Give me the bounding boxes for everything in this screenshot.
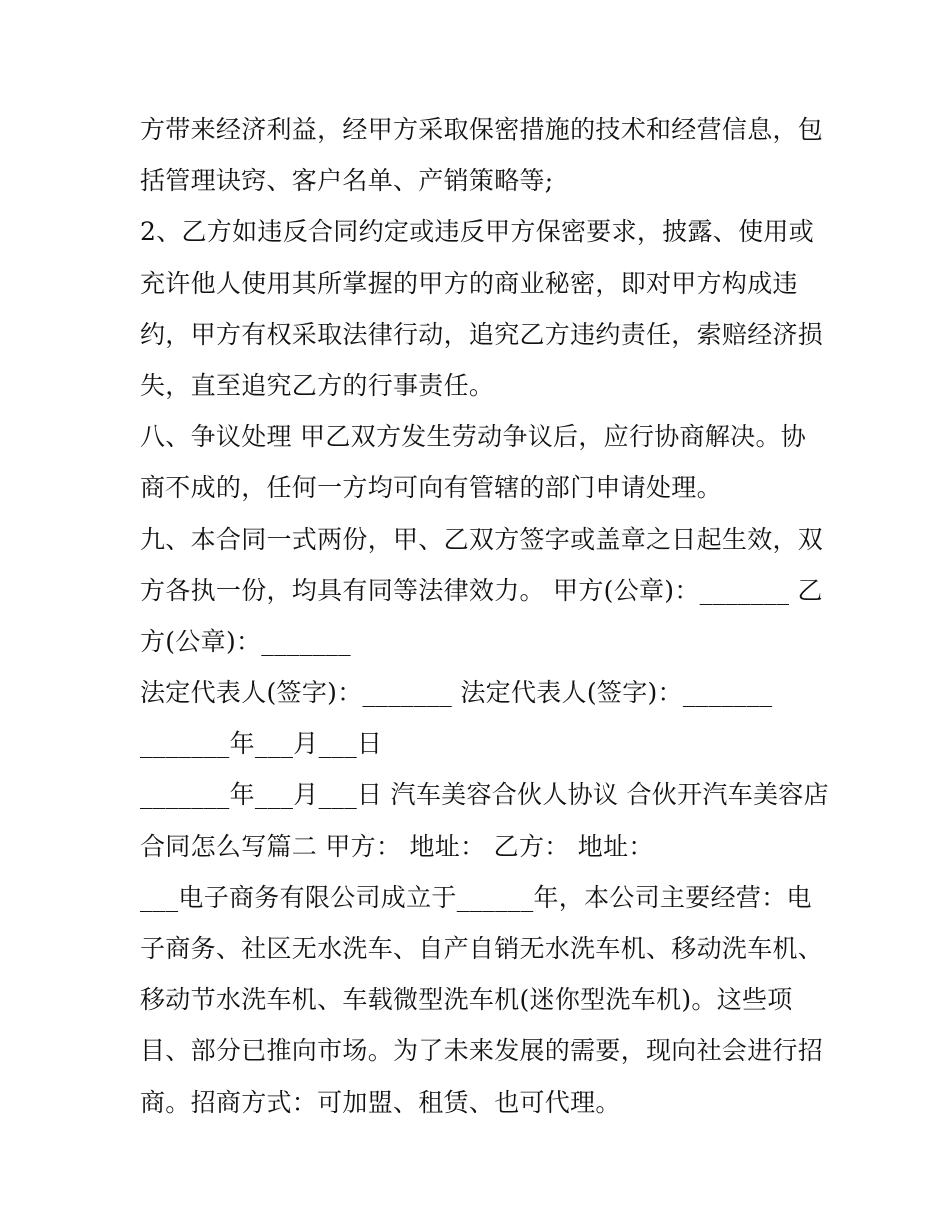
- text-line: 2、乙方如违反合同约定或违反甲方保密要求，披露、使用或: [140, 217, 815, 247]
- text-line: 约，甲方有权采取法律行动，追究乙方违约责任，索赔经济损: [140, 319, 824, 349]
- text-line: 法定代表人(签字)：_______ 法定代表人(签字)：_______: [140, 678, 773, 708]
- text-line: 括管理诀窍、客户名单、产销策略等;: [140, 166, 554, 196]
- text-line: ___电子商务有限公司成立于______年，本公司主要经营：电: [140, 882, 812, 912]
- document-body: [140, 104, 829, 1128]
- text-line: _______年___月___日: [140, 729, 383, 759]
- text-line: 充许他人使用其所掌握的甲方的商业秘密，即对甲方构成违: [140, 268, 798, 298]
- text-line: 方(公章)：_______: [140, 626, 351, 656]
- text-line: _______年___月___日 汽车美容合伙人协议 合伙开汽车美容店: [140, 780, 829, 810]
- text-line: 方带来经济利益，经甲方采取保密措施的技术和经营信息，包: [140, 115, 824, 144]
- text-line: 合同怎么写篇二 甲方： 地址： 乙方： 地址：: [140, 831, 654, 861]
- text-line: 目、部分已推向市场。为了未来发展的需要，现向社会进行招: [140, 1036, 824, 1066]
- text-line: 九、本合同一式两份，甲、乙双方签字或盖章之日起生效，双: [140, 524, 824, 554]
- text-line: 商不成的，任何一方均可向有管辖的部门申请处理。: [140, 473, 722, 503]
- text-line: 移动节水洗车机、车载微型洗车机(迷你型洗车机)。这些项: [140, 985, 793, 1015]
- text-line: 子商务、社区无水洗车、自产自销无水洗车机、移动洗车机、: [140, 934, 824, 963]
- text-line: 八、争议处理 甲乙双方发生劳动争议后，应行协商解决。协: [140, 422, 807, 452]
- text-line: 方各执一份，均具有同等法律效力。 甲方(公章)：_______ 乙: [140, 575, 823, 605]
- text-line: 失，直至追究乙方的行事责任。: [140, 370, 495, 400]
- text-line: 商。招商方式：可加盟、租赁、也可代理。: [140, 1087, 621, 1117]
